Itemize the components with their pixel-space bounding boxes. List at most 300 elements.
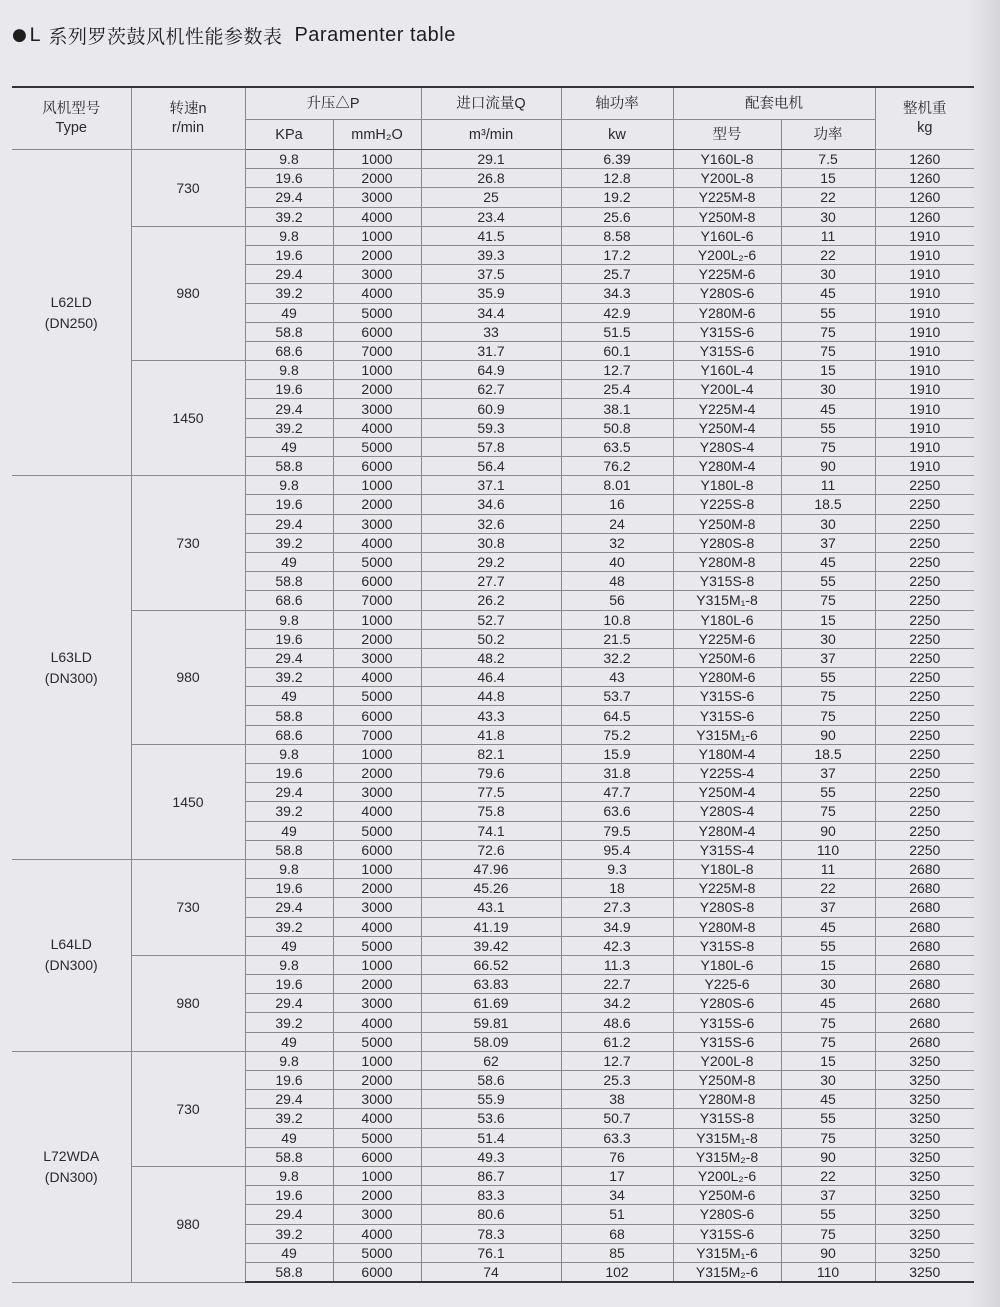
cell-weight: 1910 <box>875 303 974 322</box>
cell-flow: 74.1 <box>421 821 561 840</box>
cell-motor-model: Y315S-4 <box>673 840 781 859</box>
cell-motor-power: 45 <box>781 399 875 418</box>
cell-kpa: 19.6 <box>245 495 333 514</box>
cell-shaft-power: 63.6 <box>561 802 673 821</box>
cell-motor-model: Y180M-4 <box>673 744 781 763</box>
cell-motor-power: 75 <box>781 1032 875 1051</box>
cell-weight: 1910 <box>875 284 974 303</box>
cell-flow: 59.3 <box>421 418 561 437</box>
title-prefix: L <box>29 24 41 46</box>
cell-motor-power: 37 <box>781 648 875 667</box>
cell-kpa: 39.2 <box>245 1109 333 1128</box>
cell-motor-model: Y280S-8 <box>673 533 781 552</box>
cell-mmh2o: 5000 <box>333 1032 421 1051</box>
cell-motor-model: Y200L-8 <box>673 169 781 188</box>
cell-mmh2o: 1000 <box>333 1051 421 1070</box>
header-flow: 进口流量Q <box>421 87 561 120</box>
cell-mmh2o: 1000 <box>333 476 421 495</box>
cell-flow: 39.42 <box>421 936 561 955</box>
cell-shaft-power: 76.2 <box>561 457 673 476</box>
cell-flow: 34.4 <box>421 303 561 322</box>
cell-flow: 60.9 <box>421 399 561 418</box>
cell-mmh2o: 3000 <box>333 1090 421 1109</box>
cell-motor-model: Y250M-6 <box>673 1186 781 1205</box>
cell-mmh2o: 4000 <box>333 418 421 437</box>
cell-kpa: 9.8 <box>245 150 333 169</box>
cell-weight: 2250 <box>875 668 974 687</box>
cell-weight: 1910 <box>875 265 974 284</box>
cell-motor-power: 75 <box>781 1128 875 1147</box>
cell-kpa: 58.8 <box>245 572 333 591</box>
cell-shaft-power: 15.9 <box>561 744 673 763</box>
cell-motor-model: Y280M-4 <box>673 821 781 840</box>
cell-flow: 27.7 <box>421 572 561 591</box>
cell-motor-power: 90 <box>781 821 875 840</box>
cell-shaft-power: 75.2 <box>561 725 673 744</box>
cell-shaft-power: 34.9 <box>561 917 673 936</box>
cell-mmh2o: 6000 <box>333 322 421 341</box>
cell-shaft-power: 51.5 <box>561 322 673 341</box>
table-row <box>12 476 974 495</box>
cell-weight: 2250 <box>875 840 974 859</box>
cell-motor-model: Y315M₁-6 <box>673 1243 781 1262</box>
cell-kpa: 29.4 <box>245 399 333 418</box>
cell-motor-power: 45 <box>781 917 875 936</box>
model-name: L63LD <box>50 648 92 665</box>
cell-motor-power: 75 <box>781 341 875 360</box>
cell-mmh2o: 2000 <box>333 975 421 994</box>
cell-flow: 29.2 <box>421 552 561 571</box>
cell-mmh2o: 5000 <box>333 821 421 840</box>
cell-speed: 1450 <box>131 361 245 476</box>
cell-kpa: 9.8 <box>245 1166 333 1185</box>
cell-mmh2o: 2000 <box>333 1186 421 1205</box>
cell-kpa: 9.8 <box>245 476 333 495</box>
cell-motor-model: Y180L-6 <box>673 610 781 629</box>
cell-flow: 41.5 <box>421 226 561 245</box>
cell-mmh2o: 4000 <box>333 284 421 303</box>
cell-motor-model: Y225M-8 <box>673 879 781 898</box>
cell-motor-model: Y315S-8 <box>673 1109 781 1128</box>
cell-motor-power: 30 <box>781 265 875 284</box>
cell-kpa: 29.4 <box>245 994 333 1013</box>
cell-flow: 86.7 <box>421 1166 561 1185</box>
cell-kpa: 49 <box>245 1243 333 1262</box>
cell-motor-model: Y315S-6 <box>673 1224 781 1243</box>
cell-mmh2o: 6000 <box>333 572 421 591</box>
cell-shaft-power: 34.3 <box>561 284 673 303</box>
model-dn: (DN300) <box>44 957 98 974</box>
cell-flow: 37.1 <box>421 476 561 495</box>
title-zh: 系列罗茨鼓风机性能参数表 <box>48 25 283 48</box>
header-kpa: KPa <box>245 120 333 150</box>
header-type <box>12 87 131 150</box>
cell-motor-model: Y315S-6 <box>673 1013 781 1032</box>
cell-weight: 2250 <box>875 802 974 821</box>
model-name: L72WDA <box>43 1147 100 1164</box>
cell-flow: 26.8 <box>421 169 561 188</box>
cell-mmh2o: 1000 <box>333 610 421 629</box>
cell-speed: 730 <box>131 859 245 955</box>
cell-shaft-power: 43 <box>561 668 673 687</box>
cell-shaft-power: 22.7 <box>561 975 673 994</box>
cell-motor-power: 75 <box>781 1013 875 1032</box>
cell-shaft-power: 79.5 <box>561 821 673 840</box>
cell-weight: 2250 <box>875 533 974 552</box>
header-pressure: 升压△P <box>245 87 421 120</box>
cell-weight: 3250 <box>875 1205 974 1224</box>
cell-kpa: 9.8 <box>245 610 333 629</box>
cell-kpa: 58.8 <box>245 706 333 725</box>
cell-motor-model: Y280M-8 <box>673 552 781 571</box>
cell-flow: 58.09 <box>421 1032 561 1051</box>
cell-speed: 980 <box>131 610 245 744</box>
cell-flow: 51.4 <box>421 1128 561 1147</box>
cell-flow: 72.6 <box>421 840 561 859</box>
cell-flow: 43.3 <box>421 706 561 725</box>
cell-motor-model: Y315S-8 <box>673 936 781 955</box>
cell-motor-power: 30 <box>781 975 875 994</box>
cell-kpa: 19.6 <box>245 1186 333 1205</box>
cell-flow: 79.6 <box>421 764 561 783</box>
cell-kpa: 49 <box>245 936 333 955</box>
cell-weight: 2680 <box>875 994 974 1013</box>
cell-weight: 2250 <box>875 610 974 629</box>
cell-weight: 1910 <box>875 226 974 245</box>
cell-kpa: 68.6 <box>245 725 333 744</box>
cell-flow: 53.6 <box>421 1109 561 1128</box>
cell-speed: 730 <box>131 476 245 610</box>
table-body <box>12 150 974 1283</box>
cell-flow: 32.6 <box>421 514 561 533</box>
cell-flow: 66.52 <box>421 955 561 974</box>
cell-kpa: 58.8 <box>245 840 333 859</box>
cell-kpa: 29.4 <box>245 783 333 802</box>
cell-weight: 2250 <box>875 591 974 610</box>
cell-flow: 58.6 <box>421 1071 561 1090</box>
cell-weight: 2250 <box>875 821 974 840</box>
cell-motor-power: 30 <box>781 514 875 533</box>
cell-mmh2o: 6000 <box>333 457 421 476</box>
cell-shaft-power: 11.3 <box>561 955 673 974</box>
cell-shaft-power: 64.5 <box>561 706 673 725</box>
cell-flow: 48.2 <box>421 648 561 667</box>
cell-mmh2o: 6000 <box>333 1262 421 1282</box>
cell-mmh2o: 2000 <box>333 380 421 399</box>
cell-motor-power: 75 <box>781 687 875 706</box>
cell-speed: 980 <box>131 1166 245 1282</box>
cell-motor-power: 45 <box>781 552 875 571</box>
cell-motor-model: Y280S-6 <box>673 994 781 1013</box>
cell-motor-power: 22 <box>781 245 875 264</box>
cell-motor-model: Y225S-8 <box>673 495 781 514</box>
cell-motor-model: Y315S-6 <box>673 687 781 706</box>
cell-motor-model: Y160L-8 <box>673 150 781 169</box>
cell-motor-power: 30 <box>781 207 875 226</box>
cell-flow: 62 <box>421 1051 561 1070</box>
table-row <box>12 150 974 169</box>
cell-kpa: 39.2 <box>245 418 333 437</box>
cell-shaft-power: 50.8 <box>561 418 673 437</box>
cell-motor-power: 75 <box>781 322 875 341</box>
cell-flow: 44.8 <box>421 687 561 706</box>
cell-motor-power: 22 <box>781 188 875 207</box>
header-weight-zh: 整机重 <box>903 100 947 117</box>
cell-mmh2o: 2000 <box>333 245 421 264</box>
table-row <box>12 744 974 763</box>
cell-weight: 1910 <box>875 457 974 476</box>
cell-flow: 49.3 <box>421 1147 561 1166</box>
cell-weight: 3250 <box>875 1071 974 1090</box>
cell-shaft-power: 6.39 <box>561 150 673 169</box>
cell-motor-power: 55 <box>781 1109 875 1128</box>
cell-flow: 50.2 <box>421 629 561 648</box>
cell-motor-power: 110 <box>781 1262 875 1282</box>
cell-motor-power: 37 <box>781 533 875 552</box>
cell-weight: 3250 <box>875 1090 974 1109</box>
cell-weight: 1910 <box>875 437 974 456</box>
cell-shaft-power: 34.2 <box>561 994 673 1013</box>
cell-kpa: 39.2 <box>245 917 333 936</box>
cell-shaft-power: 76 <box>561 1147 673 1166</box>
cell-motor-model: Y315M₂-6 <box>673 1262 781 1282</box>
cell-weight: 2680 <box>875 917 974 936</box>
title-en: Paramenter table <box>294 23 456 46</box>
cell-weight: 2680 <box>875 859 974 878</box>
cell-weight: 2250 <box>875 783 974 802</box>
cell-motor-power: 18.5 <box>781 744 875 763</box>
cell-kpa: 19.6 <box>245 879 333 898</box>
cell-weight: 2680 <box>875 1032 974 1051</box>
cell-mmh2o: 3000 <box>333 783 421 802</box>
cell-motor-model: Y160L-6 <box>673 226 781 245</box>
cell-kpa: 39.2 <box>245 207 333 226</box>
cell-motor-power: 30 <box>781 1071 875 1090</box>
cell-motor-power: 90 <box>781 457 875 476</box>
cell-motor-power: 75 <box>781 591 875 610</box>
cell-shaft-power: 25.7 <box>561 265 673 284</box>
page-title <box>12 22 456 48</box>
cell-flow: 61.69 <box>421 994 561 1013</box>
cell-kpa: 19.6 <box>245 975 333 994</box>
cell-mmh2o: 3000 <box>333 514 421 533</box>
cell-speed: 1450 <box>131 744 245 859</box>
cell-mmh2o: 4000 <box>333 668 421 687</box>
cell-kpa: 9.8 <box>245 744 333 763</box>
cell-motor-model: Y200L-4 <box>673 380 781 399</box>
cell-weight: 2250 <box>875 495 974 514</box>
cell-shaft-power: 47.7 <box>561 783 673 802</box>
header-motor-model: 型号 <box>673 120 781 150</box>
cell-motor-model: Y280M-4 <box>673 457 781 476</box>
cell-mmh2o: 4000 <box>333 1224 421 1243</box>
bullet-icon: ● <box>12 25 28 45</box>
cell-motor-power: 30 <box>781 380 875 399</box>
cell-motor-model: Y250M-4 <box>673 418 781 437</box>
table-row <box>12 226 974 245</box>
cell-shaft-power: 12.8 <box>561 169 673 188</box>
cell-mmh2o: 5000 <box>333 303 421 322</box>
header-speed-zh: 转速n <box>169 100 207 117</box>
cell-kpa: 19.6 <box>245 245 333 264</box>
cell-flow: 43.1 <box>421 898 561 917</box>
cell-kpa: 9.8 <box>245 361 333 380</box>
cell-weight: 2680 <box>875 955 974 974</box>
cell-weight: 2250 <box>875 725 974 744</box>
cell-weight: 2250 <box>875 514 974 533</box>
cell-flow: 74 <box>421 1262 561 1282</box>
cell-weight: 2680 <box>875 936 974 955</box>
cell-shaft-power: 60.1 <box>561 341 673 360</box>
cell-mmh2o: 4000 <box>333 917 421 936</box>
cell-mmh2o: 4000 <box>333 1109 421 1128</box>
table-row <box>12 1051 974 1070</box>
cell-shaft-power: 8.01 <box>561 476 673 495</box>
cell-kpa: 19.6 <box>245 380 333 399</box>
cell-shaft-power: 38.1 <box>561 399 673 418</box>
cell-motor-model: Y315S-6 <box>673 706 781 725</box>
header-motor-power: 功率 <box>781 120 875 150</box>
cell-weight: 2250 <box>875 552 974 571</box>
cell-weight: 2680 <box>875 1013 974 1032</box>
cell-kpa: 19.6 <box>245 169 333 188</box>
parameter-table <box>12 86 974 1283</box>
cell-mmh2o: 2000 <box>333 764 421 783</box>
cell-weight: 3250 <box>875 1243 974 1262</box>
cell-shaft-power: 95.4 <box>561 840 673 859</box>
cell-motor-power: 55 <box>781 668 875 687</box>
cell-weight: 1260 <box>875 169 974 188</box>
cell-mmh2o: 7000 <box>333 591 421 610</box>
table-row <box>12 1166 974 1185</box>
cell-weight: 3250 <box>875 1147 974 1166</box>
cell-motor-model: Y200L₂-6 <box>673 1166 781 1185</box>
cell-motor-power: 55 <box>781 572 875 591</box>
model-dn: (DN300) <box>44 1168 98 1185</box>
header-weight <box>875 87 974 150</box>
cell-weight: 2250 <box>875 476 974 495</box>
cell-mmh2o: 4000 <box>333 533 421 552</box>
cell-weight: 1910 <box>875 380 974 399</box>
cell-motor-model: Y180L-8 <box>673 476 781 495</box>
cell-motor-model: Y280M-6 <box>673 303 781 322</box>
cell-mmh2o: 1000 <box>333 226 421 245</box>
cell-flow: 41.19 <box>421 917 561 936</box>
cell-motor-power: 18.5 <box>781 495 875 514</box>
cell-kpa: 58.8 <box>245 1262 333 1282</box>
cell-motor-power: 75 <box>781 802 875 821</box>
header-speed <box>131 87 245 150</box>
model-name: L62LD <box>50 293 92 310</box>
cell-motor-model: Y225M-6 <box>673 265 781 284</box>
cell-motor-model: Y315M₁-8 <box>673 591 781 610</box>
cell-weight: 2250 <box>875 687 974 706</box>
cell-kpa: 29.4 <box>245 265 333 284</box>
cell-shaft-power: 24 <box>561 514 673 533</box>
cell-weight: 3250 <box>875 1128 974 1147</box>
cell-weight: 1910 <box>875 399 974 418</box>
cell-weight: 2680 <box>875 879 974 898</box>
cell-shaft-power: 27.3 <box>561 898 673 917</box>
table-row <box>12 610 974 629</box>
cell-motor-model: Y200L₂-6 <box>673 245 781 264</box>
cell-mmh2o: 5000 <box>333 1128 421 1147</box>
cell-weight: 1910 <box>875 322 974 341</box>
cell-flow: 52.7 <box>421 610 561 629</box>
header-type-en: Type <box>55 119 87 136</box>
cell-motor-power: 15 <box>781 1051 875 1070</box>
cell-motor-power: 55 <box>781 936 875 955</box>
cell-kpa: 9.8 <box>245 859 333 878</box>
cell-motor-model: Y280S-6 <box>673 284 781 303</box>
cell-mmh2o: 1000 <box>333 150 421 169</box>
cell-motor-power: 37 <box>781 764 875 783</box>
cell-motor-model: Y160L-4 <box>673 361 781 380</box>
cell-motor-power: 11 <box>781 859 875 878</box>
cell-mmh2o: 3000 <box>333 265 421 284</box>
cell-weight: 2680 <box>875 975 974 994</box>
cell-kpa: 39.2 <box>245 802 333 821</box>
cell-motor-model: Y280M-8 <box>673 917 781 936</box>
cell-motor-power: 45 <box>781 1090 875 1109</box>
cell-mmh2o: 2000 <box>333 879 421 898</box>
cell-shaft-power: 51 <box>561 1205 673 1224</box>
cell-kpa: 29.4 <box>245 648 333 667</box>
cell-kpa: 29.4 <box>245 514 333 533</box>
cell-model <box>12 150 131 476</box>
cell-shaft-power: 42.9 <box>561 303 673 322</box>
cell-mmh2o: 7000 <box>333 725 421 744</box>
table-row <box>12 361 974 380</box>
cell-weight: 1910 <box>875 418 974 437</box>
cell-flow: 29.1 <box>421 150 561 169</box>
cell-kpa: 39.2 <box>245 1224 333 1243</box>
cell-motor-model: Y250M-8 <box>673 1071 781 1090</box>
cell-motor-model: Y225S-4 <box>673 764 781 783</box>
cell-motor-power: 11 <box>781 476 875 495</box>
cell-motor-power: 11 <box>781 226 875 245</box>
cell-shaft-power: 42.3 <box>561 936 673 955</box>
cell-shaft-power: 18 <box>561 879 673 898</box>
cell-motor-power: 55 <box>781 303 875 322</box>
cell-motor-power: 55 <box>781 783 875 802</box>
cell-motor-power: 90 <box>781 1243 875 1262</box>
cell-kpa: 29.4 <box>245 898 333 917</box>
cell-kpa: 19.6 <box>245 764 333 783</box>
cell-weight: 2250 <box>875 744 974 763</box>
cell-flow: 82.1 <box>421 744 561 763</box>
cell-motor-power: 37 <box>781 898 875 917</box>
cell-motor-model: Y250M-6 <box>673 648 781 667</box>
cell-kpa: 49 <box>245 303 333 322</box>
cell-motor-power: 15 <box>781 169 875 188</box>
cell-mmh2o: 2000 <box>333 1071 421 1090</box>
cell-motor-power: 15 <box>781 361 875 380</box>
cell-motor-model: Y280M-8 <box>673 1090 781 1109</box>
cell-motor-model: Y280M-6 <box>673 668 781 687</box>
cell-motor-power: 75 <box>781 706 875 725</box>
cell-flow: 46.4 <box>421 668 561 687</box>
cell-mmh2o: 3000 <box>333 188 421 207</box>
cell-motor-model: Y280S-4 <box>673 437 781 456</box>
header-type-zh: 风机型号 <box>42 100 101 117</box>
cell-weight: 1260 <box>875 188 974 207</box>
cell-flow: 47.96 <box>421 859 561 878</box>
cell-kpa: 49 <box>245 1128 333 1147</box>
cell-flow: 78.3 <box>421 1224 561 1243</box>
cell-weight: 3250 <box>875 1224 974 1243</box>
cell-shaft-power: 21.5 <box>561 629 673 648</box>
